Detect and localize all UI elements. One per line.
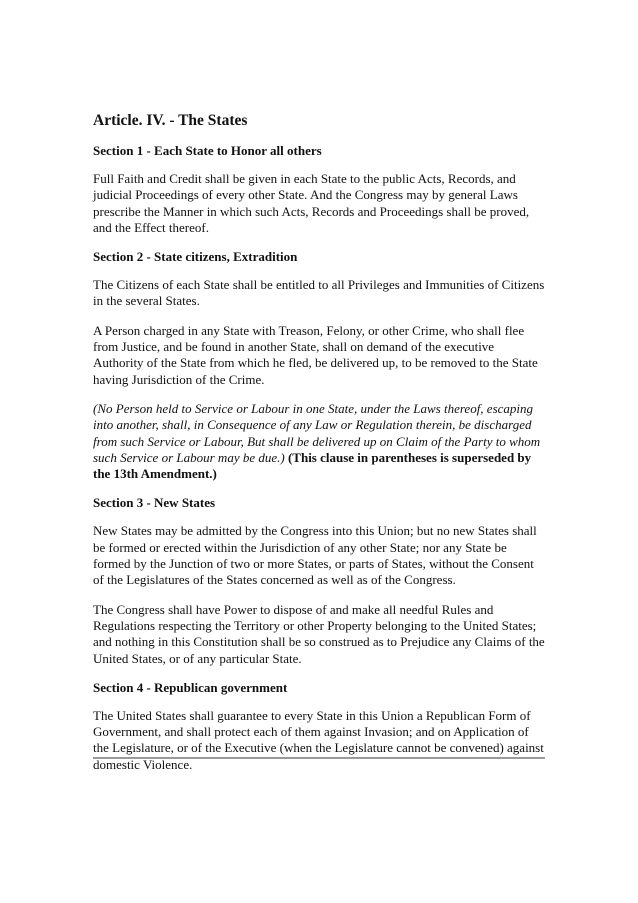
fugitive-slave-clause-text: (No Person held to Service or Labour in one State, under the Laws thereof, escaping into another, shall, in Consequence of any Law or Regulation therein, be discharged from such Service or Labour, But shall be delivered up on Claim of the Party to whom such Service or Labour may be due.) [93, 400, 541, 465]
section-2-paragraph-1: The Citizens of each State shall be entitled to all Privileges and Immunities of Citizens in the several States. [93, 277, 545, 309]
section-3-heading: Section 3 - New States [93, 495, 216, 511]
article-title: Article. IV. - The States [93, 112, 248, 129]
section-1-heading: Section 1 - Each State to Honor all others [93, 143, 322, 158]
section-2-fugitive-slave-clause [93, 401, 545, 482]
section-2-heading: Section 2 - State citizens, Extradition [93, 249, 298, 265]
bottom-divider [93, 757, 545, 759]
section-1-paragraph-1: Full Faith and Credit shall be given in each State to the public Acts, Records, and judicial Proceedings of every other State. And the Congress may by general Laws prescribe the Manner in which such Acts, Records and Proceedings shall be proved, and the Effect thereof. [93, 171, 530, 235]
section-3-paragraph-2: The Congress shall have Power to dispose of and make all needful Rules and Regulations respecting the Territory or other Property belonging to the United States; and nothing in this Constitution shall be so construed as to Prejudice any Claims of the United States, or of any particular State. [93, 601, 545, 666]
section-4-paragraph-1: The United States shall guarantee to every State in this Union a Republican Form of Government, and shall protect each of them against Invasion; and on Application of the Legislature, or of the Executive (when the Legislature cannot be convened) against domestic Violence. [93, 707, 544, 772]
section-3-paragraph-1: New States may be admitted by the Congress into this Union; but no new States shall be formed or erected within the Jurisdiction of any other State; nor any State be formed by the Junction of two or more States, or parts of States, without the Consent of the Legislatures of the States concerned as well as of the Congress. [93, 523, 537, 588]
section-4-heading: Section 4 - Republican government [93, 679, 288, 695]
document-page [93, 112, 545, 786]
superseded-note: (This clause in parentheses is superseded by the 13th Amendment.) [93, 449, 532, 482]
section-2-paragraph-2: A Person charged in any State with Treason, Felony, or other Crime, who shall flee from Justice, and be found in another State, shall on demand of the executive Authority of the State from which he fled, be delivered up, to be removed to the State having Jurisdiction of the Crime. [93, 322, 538, 387]
